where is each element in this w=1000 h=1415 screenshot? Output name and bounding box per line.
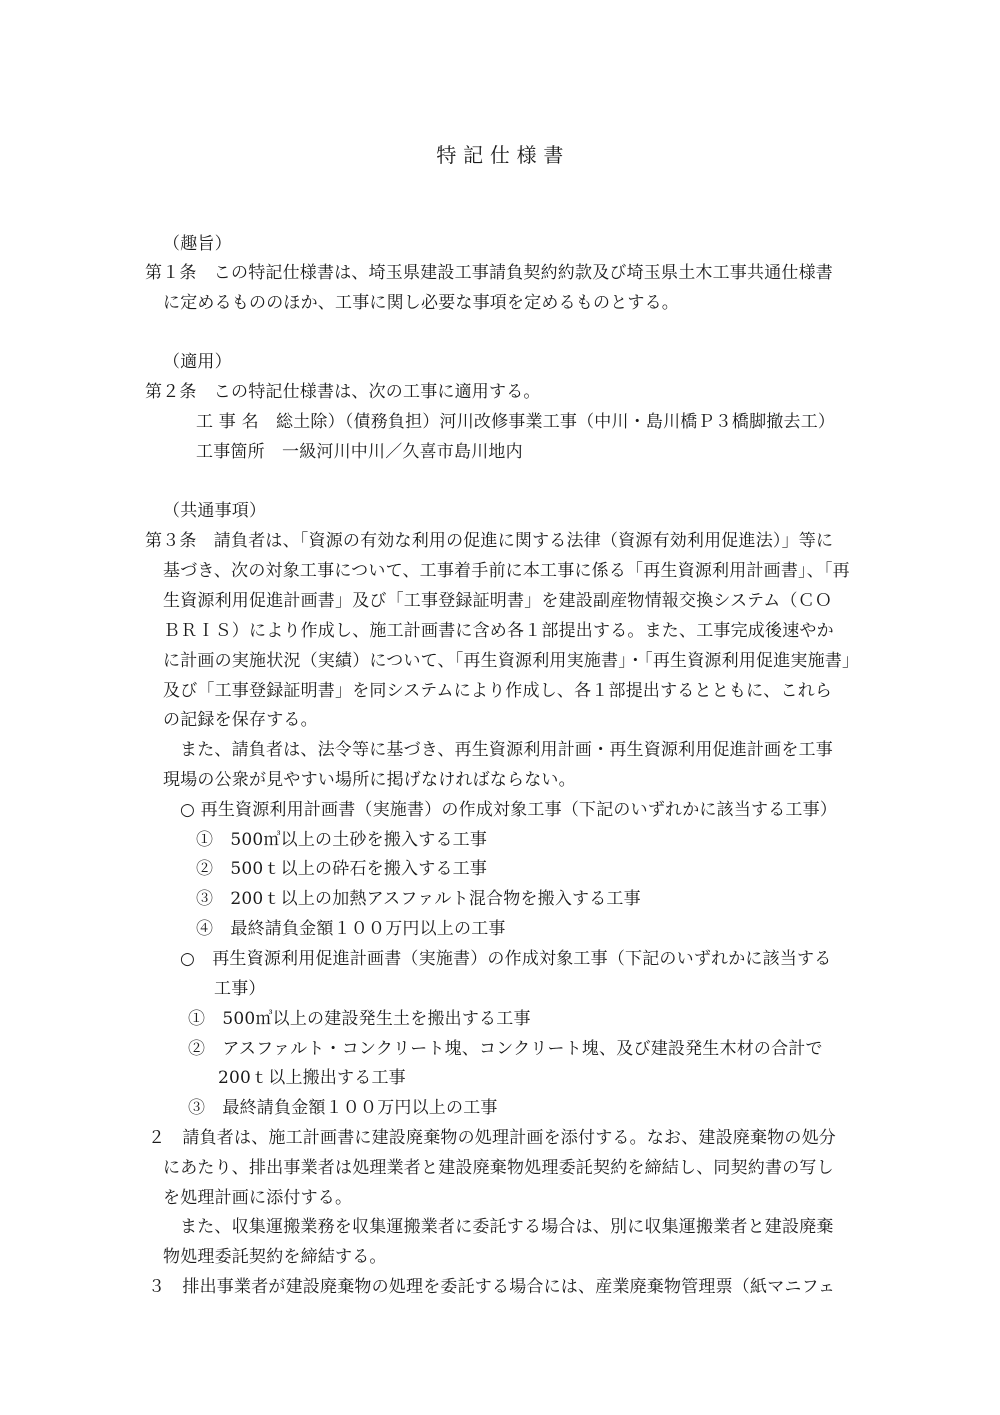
project-location: 工事箇所 一級河川中川／久喜市島川地内 xyxy=(196,442,523,462)
list-item: 200ｔ以上搬出する工事 xyxy=(218,1068,406,1088)
project-name: 工 事 名 総土除）（債務負担）河川改修事業工事（中川・島川橋Ｐ３橋脚撤去工） xyxy=(196,412,836,432)
list-header: ○ 再生資源利用計画書（実施書）の作成対象工事（下記のいずれかに該当する工事） xyxy=(180,800,838,820)
article-3-text: ＢＲＩＳ）により作成し、施工計画書に含め各１部提出する。また、工事完成後速やか xyxy=(163,621,834,641)
list-header: 工事） xyxy=(214,979,266,999)
article-3-text: 第３条 請負者は、「資源の有効な利用の促進に関する法律（資源有効利用促進法）」等に xyxy=(145,531,834,551)
paragraph-2: 物処理委託契約を締結する。 xyxy=(163,1247,387,1267)
list-item: ③ 最終請負金額１００万円以上の工事 xyxy=(188,1098,498,1118)
article-1-text: 第１条 この特記仕様書は、埼玉県建設工事請負契約約款及び埼玉県土木工事共通仕様書 xyxy=(145,263,833,283)
list-item: ② 500ｔ以上の砕石を搬入する工事 xyxy=(196,859,488,879)
document-title: 特 記 仕 様 書 xyxy=(436,143,564,167)
paragraph-3: ３ 排出事業者が建設廃棄物の処理を委託する場合には、産業廃棄物管理票（紙マニフェ xyxy=(148,1277,836,1297)
paragraph-2: にあたり、排出事業者は処理業者と建設廃棄物処理委託契約を締結し、同契約書の写し xyxy=(163,1158,834,1178)
article-3-text: また、請負者は、法令等に基づき、再生資源利用計画・再生資源利用促進計画を工事 xyxy=(180,740,833,760)
paragraph-2: ２ 請負者は、施工計画書に建設廃棄物の処理計画を添付する。なお、建設廃棄物の処分 xyxy=(148,1128,836,1148)
article-3-text: 現場の公衆が見やすい場所に掲げなければならない。 xyxy=(163,770,576,790)
section-heading: （趣旨） xyxy=(163,234,232,254)
list-item: ④ 最終請負金額１００万円以上の工事 xyxy=(196,919,506,939)
article-3-text: の記録を保存する。 xyxy=(163,710,318,730)
paragraph-2: を処理計画に添付する。 xyxy=(163,1188,353,1208)
section-heading: （共通事項） xyxy=(163,501,267,521)
section-heading: （適用） xyxy=(163,352,232,372)
article-2-text: 第２条 この特記仕様書は、次の工事に適用する。 xyxy=(145,382,541,402)
article-3-text: 及び「工事登録証明書」を同システムにより作成し、各１部提出するとともに、これら xyxy=(163,681,833,701)
list-item: ② アスファルト・コンクリート塊、コンクリート塊、及び建設発生木材の合計で xyxy=(188,1039,823,1059)
list-item: ① 500㎥以上の土砂を搬入する工事 xyxy=(196,830,488,850)
list-item: ① 500㎥以上の建設発生土を搬出する工事 xyxy=(188,1009,531,1029)
paragraph-2: また、収集運搬業務を収集運搬業者に委託する場合は、別に収集運搬業者と建設廃棄 xyxy=(180,1217,834,1237)
article-3-text: 基づき、次の対象工事について、工事着手前に本工事に係る「再生資源利用計画書」、「再 xyxy=(163,561,850,581)
article-1-text: に定めるもののほか、工事に関し必要な事項を定めるものとする。 xyxy=(163,293,679,313)
article-3-text: に計画の実施状況（実績）について、「再生資源利用実施書」・「再生資源利用促進実施書」 xyxy=(163,651,860,671)
list-item: ③ 200ｔ以上の加熱アスファルト混合物を搬入する工事 xyxy=(196,889,641,909)
list-header: ○ 再生資源利用促進計画書（実施書）の作成対象工事（下記のいずれかに該当する xyxy=(180,949,832,969)
article-3-text: 生資源利用促進計画書」及び「工事登録証明書」を建設副産物情報交換システム（ＣＯ xyxy=(163,591,833,611)
